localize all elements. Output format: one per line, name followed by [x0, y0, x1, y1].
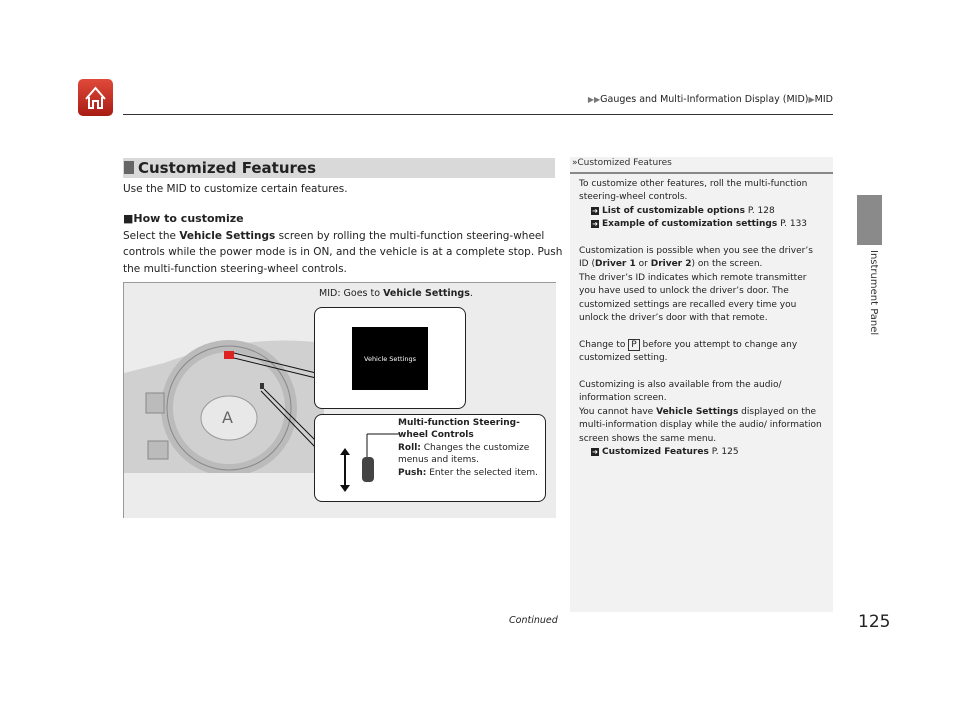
- chapter-tab[interactable]: [857, 195, 882, 245]
- how-to-block: [123, 211, 563, 277]
- note-text: Change to P before you attempt to change any customized setting.: [579, 339, 798, 363]
- figure: [123, 282, 556, 518]
- arrow-icon: ➜: [592, 448, 598, 456]
- subheading: ■How to customize: [123, 212, 244, 225]
- mid-screen: Vehicle Settings: [352, 327, 428, 390]
- note-text: Customization is possible when you see the driver’s ID (Driver 1 or Driver 2) on the screen.: [579, 245, 813, 269]
- home-button[interactable]: [78, 79, 113, 116]
- note-text: To customize other features, roll the multi-function steering-wheel controls.: [579, 178, 808, 202]
- header-divider: [123, 114, 833, 115]
- controls-callout: [314, 414, 546, 502]
- section-title: Customized Features: [138, 159, 317, 177]
- chapter-tab-label: Instrument Panel: [868, 250, 879, 336]
- sidebar-notes: [570, 157, 833, 612]
- scroll-wheel-illustration: [320, 420, 400, 495]
- how-to-text: Select the Vehicle Settings screen by rolling the multi-function steering-wheel controls while the power mode is in ON, and the vehicle is at a complete stop. Push the multi-function steering-wheel controls.: [123, 229, 563, 275]
- xref-link[interactable]: ➜ List of customizable options P. 128: [592, 205, 775, 216]
- xref-link[interactable]: ➜ Example of customization settings P. 133: [592, 219, 808, 229]
- controls-description: Multi-function Steering-wheel Controls Roll: Changes the customize menus and items. Push: Enter the selected item.: [398, 418, 538, 478]
- continued-label: Continued: [509, 615, 558, 626]
- breadcrumb-link[interactable]: Gauges and Multi-Information Display (MID): [600, 94, 809, 105]
- note-text: The driver’s ID indicates which remote transmitter you have used to unlock the driver’s door. The customized settings are recalled every time you unlock the driver’s door with that remote.: [579, 272, 807, 323]
- breadcrumb-current[interactable]: MID: [814, 94, 833, 105]
- mid-callout: [314, 307, 466, 409]
- note-text: You cannot have Vehicle Settings displayed on the multi-information display while the audio/ information screen shows the same menu.: [579, 406, 822, 444]
- arrow-icon: ➜: [592, 206, 598, 215]
- intro-text: Use the MID to customize certain features.: [123, 183, 348, 195]
- sidebar-heading: »Customized Features: [570, 157, 833, 174]
- page-number: 125: [858, 612, 891, 632]
- park-gear-icon: P: [628, 339, 639, 351]
- breadcrumb: ▶▶Gauges and Multi-Information Display (MID)▶MID: [587, 94, 833, 105]
- note-text: Customizing is also available from the audio/ information screen.: [579, 379, 782, 403]
- svg-text:A: A: [222, 408, 233, 427]
- xref-link[interactable]: ➜ Customized Features P. 125: [592, 447, 739, 457]
- section-heading: [123, 158, 555, 178]
- arrow-icon: ➜: [592, 220, 598, 228]
- home-icon: [78, 79, 113, 116]
- mid-label: MID: Goes to Vehicle Settings.: [319, 288, 473, 299]
